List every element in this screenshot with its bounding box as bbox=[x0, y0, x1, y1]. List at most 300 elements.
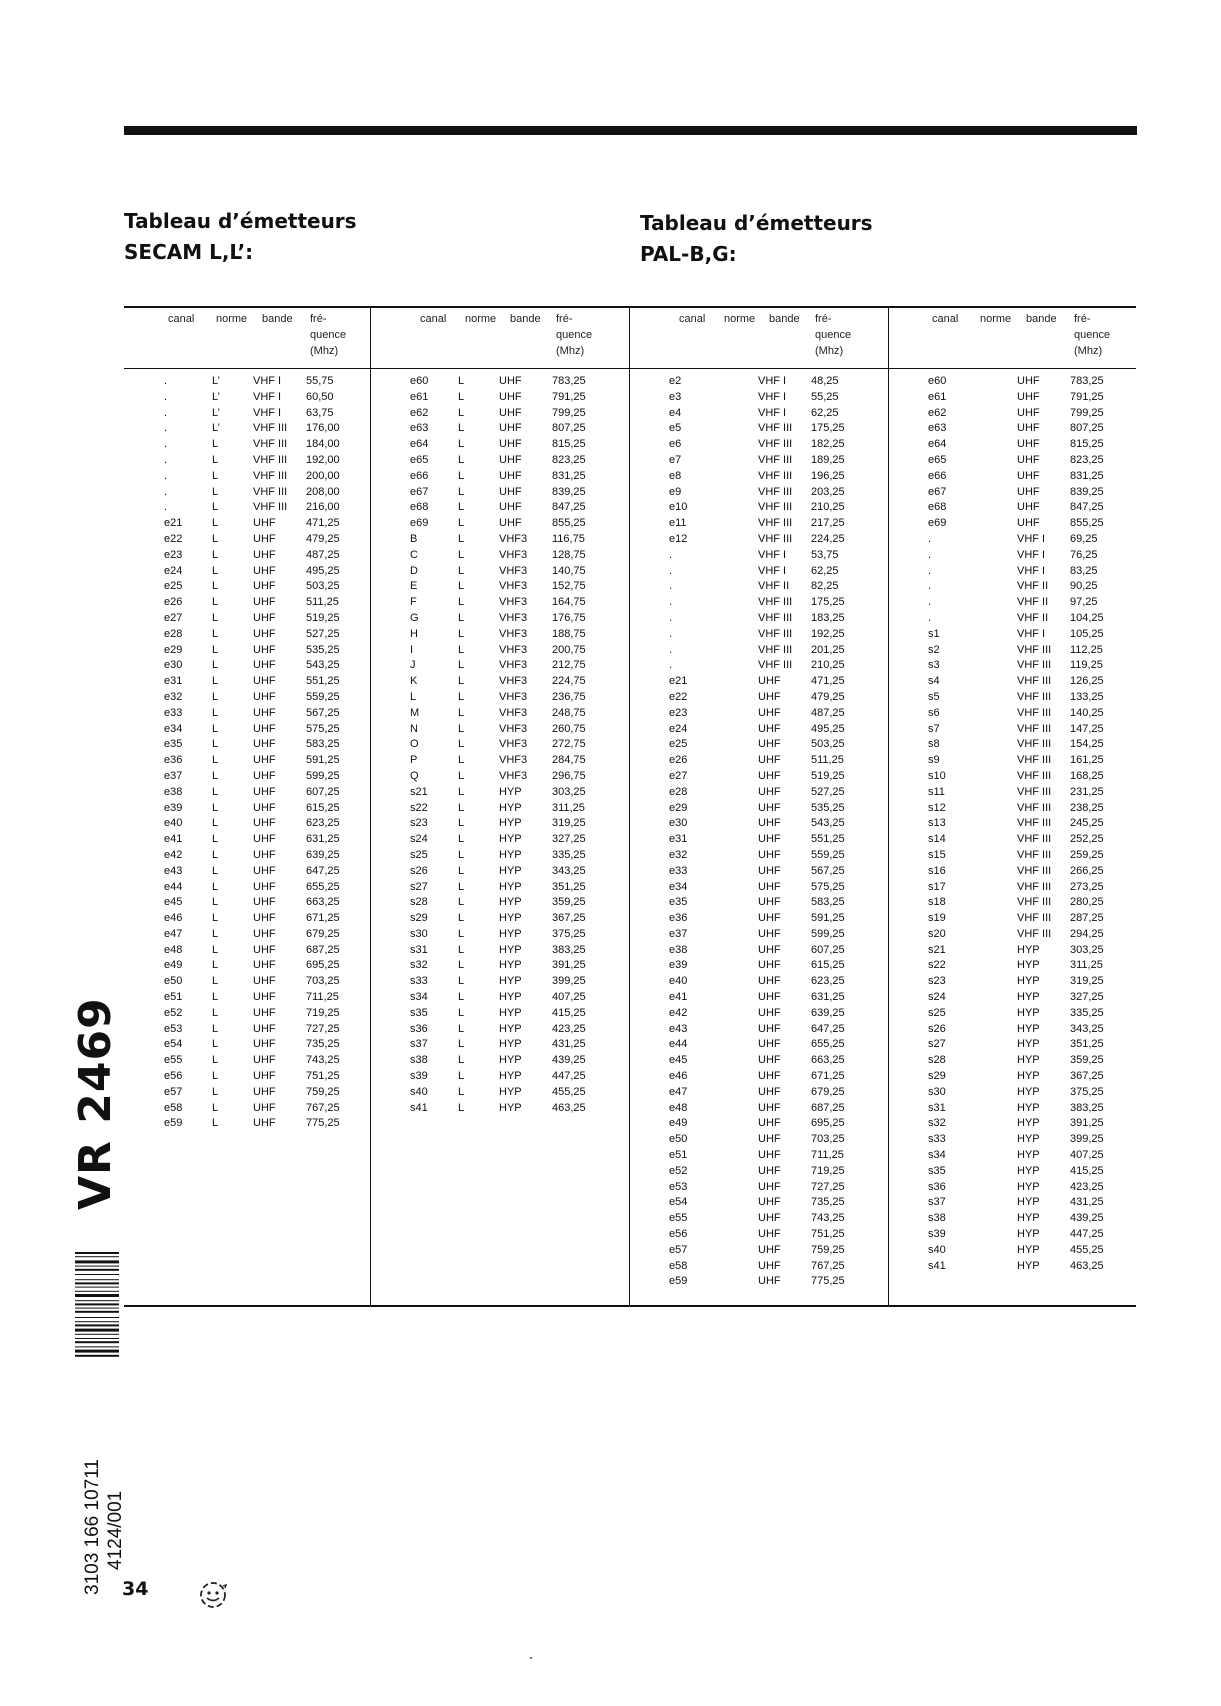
cell-frequence: 471,25 bbox=[306, 517, 340, 530]
table-row bbox=[370, 1101, 629, 1117]
cell-bande: HYP bbox=[1017, 1149, 1040, 1162]
cell-frequence: 184,00 bbox=[306, 438, 340, 451]
cell-norme: L’ bbox=[212, 422, 220, 435]
table-row bbox=[370, 627, 629, 643]
cell-bande: UHF bbox=[253, 943, 276, 956]
cell-bande: HYP bbox=[499, 817, 522, 830]
cell-frequence: 503,25 bbox=[306, 580, 340, 593]
cell-canal: e30 bbox=[164, 659, 183, 672]
cell-bande: VHF III bbox=[1017, 848, 1052, 861]
table-row bbox=[888, 911, 1136, 927]
cell-frequence: 839,25 bbox=[1070, 485, 1104, 498]
cell-bande: HYP bbox=[499, 801, 522, 814]
cell-canal: s13 bbox=[928, 817, 946, 830]
cell-norme: L bbox=[212, 453, 219, 466]
cell-bande: UHF bbox=[758, 1228, 781, 1241]
table-row bbox=[370, 974, 629, 990]
table-row bbox=[124, 500, 370, 516]
table-row bbox=[888, 864, 1136, 880]
cell-bande: HYP bbox=[499, 1038, 522, 1051]
cell-frequence: 695,25 bbox=[306, 959, 340, 972]
cell-frequence: 259,25 bbox=[1070, 848, 1104, 861]
cell-bande: UHF bbox=[758, 848, 781, 861]
cell-canal: P bbox=[410, 754, 418, 767]
secam-title bbox=[124, 206, 357, 268]
cell-bande: VHF I bbox=[253, 375, 282, 387]
cell-frequence: 799,25 bbox=[1070, 406, 1104, 419]
table-row bbox=[629, 453, 888, 469]
cell-frequence: 591,25 bbox=[306, 754, 340, 767]
table-row bbox=[888, 943, 1136, 959]
cell-canal: e50 bbox=[669, 1133, 688, 1146]
cell-canal: s25 bbox=[410, 848, 428, 861]
cell-norme: L bbox=[212, 627, 219, 640]
cell-frequence: 847,25 bbox=[1070, 501, 1104, 514]
cell-canal: e68 bbox=[928, 501, 947, 514]
table-row bbox=[370, 753, 629, 769]
cell-canal: s15 bbox=[928, 848, 946, 861]
cell-bande: HYP bbox=[1017, 1070, 1040, 1083]
cell-norme: L bbox=[458, 485, 465, 498]
cell-frequence: 583,25 bbox=[306, 738, 340, 751]
table-row bbox=[370, 611, 629, 627]
cell-frequence: 216,00 bbox=[306, 501, 340, 514]
cell-bande: UHF bbox=[253, 706, 276, 719]
cell-bande: UHF bbox=[499, 390, 522, 403]
cell-canal: e62 bbox=[928, 406, 947, 419]
cell-bande: UHF bbox=[1017, 501, 1040, 514]
cell-frequence: 727,25 bbox=[811, 1180, 845, 1193]
cell-norme: L bbox=[458, 833, 465, 846]
cell-bande: UHF bbox=[499, 438, 522, 451]
cell-canal: e41 bbox=[669, 991, 688, 1004]
cell-bande: UHF bbox=[253, 1038, 276, 1051]
cell-frequence: 161,25 bbox=[1070, 754, 1104, 767]
cell-bande: UHF bbox=[1017, 375, 1040, 387]
table-row bbox=[370, 674, 629, 690]
cell-canal: e33 bbox=[669, 864, 688, 877]
cell-norme: L bbox=[212, 896, 219, 909]
cell-canal: e31 bbox=[669, 833, 688, 846]
table-row bbox=[124, 390, 370, 406]
table-row bbox=[629, 911, 888, 927]
cell-bande: UHF bbox=[1017, 485, 1040, 498]
table-row bbox=[370, 785, 629, 801]
cell-frequence: 296,75 bbox=[552, 769, 586, 782]
table-row bbox=[888, 1101, 1136, 1117]
cell-bande: UHF bbox=[758, 1085, 781, 1098]
table-row bbox=[888, 500, 1136, 516]
cell-frequence: 212,75 bbox=[552, 659, 586, 672]
cell-canal: s25 bbox=[928, 1006, 946, 1019]
cell-bande: UHF bbox=[499, 485, 522, 498]
cell-canal: s11 bbox=[928, 785, 945, 798]
cell-canal: e43 bbox=[164, 864, 183, 877]
cell-canal: s38 bbox=[410, 1054, 428, 1067]
cell-frequence: 152,75 bbox=[552, 580, 586, 593]
cell-canal: e36 bbox=[669, 912, 688, 925]
table-row bbox=[888, 516, 1136, 532]
cell-canal: e51 bbox=[669, 1149, 688, 1162]
cell-frequence: 719,25 bbox=[306, 1006, 340, 1019]
cell-canal: e50 bbox=[164, 975, 183, 988]
cell-norme: L bbox=[212, 848, 219, 861]
cell-frequence: 847,25 bbox=[552, 501, 586, 514]
table-row bbox=[629, 690, 888, 706]
cell-frequence: 62,25 bbox=[811, 564, 839, 577]
cell-norme: L bbox=[212, 580, 219, 593]
cell-canal: s29 bbox=[928, 1070, 946, 1083]
cell-bande: VHF3 bbox=[499, 643, 528, 656]
cell-norme: L bbox=[458, 469, 465, 482]
header-frequence: quence bbox=[1074, 329, 1111, 341]
cell-frequence: 671,25 bbox=[306, 912, 340, 925]
cell-frequence: 287,25 bbox=[1070, 912, 1104, 925]
cell-frequence: 335,25 bbox=[552, 848, 586, 861]
cell-bande: HYP bbox=[1017, 1259, 1040, 1272]
table-row bbox=[370, 595, 629, 611]
cell-canal: e38 bbox=[669, 943, 688, 956]
cell-frequence: 607,25 bbox=[306, 785, 340, 798]
cell-frequence: 133,25 bbox=[1070, 690, 1104, 703]
table-row bbox=[888, 1053, 1136, 1069]
cell-frequence: 164,75 bbox=[552, 596, 586, 609]
table-row bbox=[124, 1037, 370, 1053]
table-row bbox=[370, 437, 629, 453]
cell-frequence: 559,25 bbox=[306, 690, 340, 703]
cell-canal: s37 bbox=[928, 1196, 946, 1209]
cell-bande: UHF bbox=[253, 580, 276, 593]
cell-frequence: 359,25 bbox=[552, 896, 586, 909]
cell-canal: s12 bbox=[928, 801, 946, 814]
cell-canal: s22 bbox=[928, 959, 946, 972]
cell-bande: VHF III bbox=[758, 485, 793, 498]
cell-norme: L bbox=[458, 754, 465, 767]
table-row bbox=[888, 1180, 1136, 1196]
cell-bande: UHF bbox=[758, 706, 781, 719]
cell-frequence: 751,25 bbox=[811, 1228, 845, 1241]
cell-frequence: 236,75 bbox=[552, 690, 586, 703]
cell-frequence: 168,25 bbox=[1070, 769, 1104, 782]
cell-frequence: 192,25 bbox=[811, 627, 845, 640]
cell-frequence: 455,25 bbox=[552, 1085, 586, 1098]
cell-frequence: 495,25 bbox=[811, 722, 845, 735]
cell-frequence: 60,50 bbox=[306, 390, 334, 403]
cell-frequence: 631,25 bbox=[306, 833, 340, 846]
table-row bbox=[888, 437, 1136, 453]
cell-bande: UHF bbox=[758, 1022, 781, 1035]
cell-frequence: 140,75 bbox=[552, 564, 586, 577]
cell-canal: . bbox=[669, 564, 673, 577]
cell-bande: UHF bbox=[758, 801, 781, 814]
table-row bbox=[370, 706, 629, 722]
cell-frequence: 607,25 bbox=[811, 943, 845, 956]
cell-bande: UHF bbox=[253, 659, 276, 672]
table-row bbox=[370, 500, 629, 516]
table-row bbox=[888, 753, 1136, 769]
cell-canal: e28 bbox=[669, 785, 688, 798]
cell-canal: E bbox=[410, 580, 418, 593]
cell-frequence: 855,25 bbox=[1070, 517, 1104, 530]
cell-frequence: 439,25 bbox=[1070, 1212, 1104, 1225]
cell-frequence: 192,00 bbox=[306, 453, 340, 466]
cell-bande: VHF I bbox=[253, 390, 282, 403]
cell-frequence: 303,25 bbox=[552, 785, 586, 798]
cell-bande: UHF bbox=[253, 738, 276, 751]
cell-canal: e32 bbox=[669, 848, 688, 861]
cell-norme: L bbox=[458, 532, 465, 545]
cell-frequence: 567,25 bbox=[811, 864, 845, 877]
cell-bande: VHF III bbox=[1017, 864, 1052, 877]
cell-canal: s39 bbox=[410, 1070, 428, 1083]
table-row bbox=[888, 548, 1136, 564]
cell-frequence: 116,75 bbox=[552, 532, 585, 545]
cell-canal: . bbox=[164, 469, 168, 482]
cell-bande: VHF III bbox=[758, 643, 793, 656]
cell-frequence: 55,25 bbox=[811, 390, 839, 403]
cell-norme: L’ bbox=[212, 406, 220, 419]
table-row bbox=[888, 627, 1136, 643]
cell-frequence: 807,25 bbox=[552, 422, 586, 435]
cell-bande: UHF bbox=[253, 1022, 276, 1035]
cell-frequence: 175,25 bbox=[811, 596, 845, 609]
table-row bbox=[370, 374, 629, 390]
cell-canal: e49 bbox=[164, 959, 183, 972]
cell-bande: VHF III bbox=[758, 611, 793, 624]
cell-canal: D bbox=[410, 564, 418, 577]
table-row bbox=[629, 722, 888, 738]
table-row bbox=[888, 1037, 1136, 1053]
cell-frequence: 183,25 bbox=[811, 611, 845, 624]
table-row bbox=[629, 1195, 888, 1211]
cell-canal: e5 bbox=[669, 422, 682, 435]
table-row bbox=[629, 1101, 888, 1117]
cell-canal: e34 bbox=[669, 880, 688, 893]
cell-canal: s27 bbox=[928, 1038, 946, 1051]
cell-frequence: 695,25 bbox=[811, 1117, 845, 1130]
cell-frequence: 201,25 bbox=[811, 643, 845, 656]
cell-bande: UHF bbox=[758, 896, 781, 909]
cell-bande: VHF III bbox=[1017, 927, 1052, 940]
table-row bbox=[124, 564, 370, 580]
cell-bande: HYP bbox=[1017, 1180, 1040, 1193]
cell-bande: UHF bbox=[253, 912, 276, 925]
cell-frequence: 551,25 bbox=[811, 833, 845, 846]
cell-canal: e69 bbox=[410, 517, 429, 530]
table-row bbox=[629, 564, 888, 580]
cell-bande: UHF bbox=[253, 1101, 276, 1114]
cell-frequence: 439,25 bbox=[552, 1054, 586, 1067]
cell-canal: e32 bbox=[164, 690, 183, 703]
cell-bande: VHF III bbox=[1017, 754, 1052, 767]
cell-norme: L bbox=[458, 801, 465, 814]
cell-frequence: 511,25 bbox=[306, 596, 339, 609]
cell-norme: L bbox=[458, 643, 465, 656]
table-row bbox=[629, 611, 888, 627]
cell-bande: HYP bbox=[1017, 1022, 1040, 1035]
table-row bbox=[629, 532, 888, 548]
secam-panel-1 bbox=[124, 306, 370, 1307]
cell-canal: J bbox=[410, 659, 416, 672]
table-row bbox=[370, 643, 629, 659]
cell-frequence: 543,25 bbox=[306, 659, 340, 672]
cell-frequence: 495,25 bbox=[306, 564, 340, 577]
cell-canal: e56 bbox=[164, 1070, 183, 1083]
cell-bande: UHF bbox=[758, 1006, 781, 1019]
table-row bbox=[370, 485, 629, 501]
cell-bande: HYP bbox=[1017, 991, 1040, 1004]
table-row bbox=[124, 453, 370, 469]
cell-bande: VHF3 bbox=[499, 580, 528, 593]
table-row bbox=[370, 769, 629, 785]
cell-frequence: 375,25 bbox=[552, 927, 586, 940]
cell-canal: e22 bbox=[164, 532, 183, 545]
cell-bande: HYP bbox=[499, 991, 522, 1004]
table-row bbox=[888, 880, 1136, 896]
cell-norme: L bbox=[212, 738, 219, 751]
cell-canal: e46 bbox=[669, 1070, 688, 1083]
cell-norme: L bbox=[458, 1038, 465, 1051]
cell-canal: s36 bbox=[928, 1180, 946, 1193]
cell-frequence: 423,25 bbox=[552, 1022, 586, 1035]
cell-canal: e64 bbox=[410, 438, 429, 451]
cell-frequence: 615,25 bbox=[306, 801, 340, 814]
cell-frequence: 284,75 bbox=[552, 754, 586, 767]
cell-norme: L bbox=[212, 927, 219, 940]
cell-canal: e11 bbox=[669, 517, 687, 530]
header-frequence: fré- bbox=[310, 313, 327, 325]
cell-frequence: 294,25 bbox=[1070, 927, 1104, 940]
cell-canal: e12 bbox=[669, 532, 688, 545]
cell-frequence: 375,25 bbox=[1070, 1085, 1104, 1098]
cell-canal: e7 bbox=[669, 453, 682, 466]
cell-canal: s28 bbox=[928, 1054, 946, 1067]
cell-bande: HYP bbox=[1017, 1038, 1040, 1051]
cell-canal: . bbox=[669, 659, 673, 672]
cell-canal: s29 bbox=[410, 912, 428, 925]
cell-norme: L bbox=[458, 785, 465, 798]
cell-norme: L bbox=[212, 880, 219, 893]
cell-bande: HYP bbox=[499, 1101, 522, 1114]
cell-bande: HYP bbox=[499, 864, 522, 877]
cell-bande: UHF bbox=[253, 959, 276, 972]
cell-norme: L bbox=[458, 706, 465, 719]
cell-canal: e44 bbox=[669, 1038, 688, 1051]
cell-bande: UHF bbox=[253, 532, 276, 545]
cell-frequence: 176,00 bbox=[306, 422, 340, 435]
cell-canal: . bbox=[164, 390, 168, 403]
cell-bande: VHF III bbox=[1017, 643, 1052, 656]
cell-norme: L bbox=[212, 833, 219, 846]
table-row bbox=[629, 974, 888, 990]
cell-canal: s40 bbox=[928, 1243, 946, 1256]
table-row bbox=[888, 1259, 1136, 1275]
cell-canal: s32 bbox=[928, 1117, 946, 1130]
cell-bande: UHF bbox=[758, 1117, 781, 1130]
cell-frequence: 591,25 bbox=[811, 912, 845, 925]
cell-norme: L bbox=[212, 643, 219, 656]
cell-bande: UHF bbox=[253, 817, 276, 830]
cell-canal: e54 bbox=[164, 1038, 183, 1051]
table-row bbox=[629, 895, 888, 911]
table-row bbox=[370, 848, 629, 864]
cell-canal: s1 bbox=[928, 627, 940, 640]
cell-bande: UHF bbox=[253, 927, 276, 940]
cell-frequence: 327,25 bbox=[552, 833, 586, 846]
table-row bbox=[629, 374, 888, 390]
table-row bbox=[629, 421, 888, 437]
cell-norme: L bbox=[458, 438, 465, 451]
cell-canal: M bbox=[410, 706, 420, 719]
cell-frequence: 639,25 bbox=[306, 848, 340, 861]
cell-canal: s24 bbox=[410, 833, 428, 846]
cell-norme: L bbox=[212, 769, 219, 782]
cell-frequence: 559,25 bbox=[811, 848, 845, 861]
cell-canal: e4 bbox=[669, 406, 682, 419]
cell-frequence: 655,25 bbox=[811, 1038, 845, 1051]
table-row bbox=[370, 1037, 629, 1053]
cell-frequence: 69,25 bbox=[1070, 532, 1098, 545]
cell-frequence: 831,25 bbox=[1070, 469, 1104, 482]
cell-bande: HYP bbox=[499, 880, 522, 893]
table-row bbox=[124, 848, 370, 864]
table-row bbox=[124, 990, 370, 1006]
cell-frequence: 551,25 bbox=[306, 675, 340, 688]
cell-frequence: 527,25 bbox=[306, 627, 340, 640]
cell-frequence: 759,25 bbox=[811, 1243, 845, 1256]
cell-canal: s26 bbox=[410, 864, 428, 877]
cell-norme: L bbox=[212, 817, 219, 830]
cell-norme: L bbox=[458, 548, 465, 561]
cell-bande: UHF bbox=[253, 1070, 276, 1083]
header-frequence: fré- bbox=[556, 313, 573, 325]
cell-bande: UHF bbox=[253, 1085, 276, 1098]
cell-norme: L bbox=[458, 912, 465, 925]
cell-frequence: 855,25 bbox=[552, 517, 586, 530]
cell-frequence: 53,75 bbox=[811, 548, 839, 561]
cell-bande: UHF bbox=[1017, 390, 1040, 403]
cell-bande: UHF bbox=[253, 1117, 276, 1130]
cell-bande: UHF bbox=[758, 817, 781, 830]
cell-canal: . bbox=[669, 596, 673, 609]
cell-bande: UHF bbox=[499, 422, 522, 435]
cell-canal: . bbox=[928, 611, 932, 624]
cell-norme: L’ bbox=[212, 390, 220, 403]
cell-frequence: 367,25 bbox=[552, 912, 586, 925]
cell-bande: UHF bbox=[499, 375, 522, 387]
cell-frequence: 791,25 bbox=[552, 390, 586, 403]
cell-frequence: 224,75 bbox=[552, 675, 586, 688]
cell-frequence: 147,25 bbox=[1070, 722, 1104, 735]
cell-frequence: 463,25 bbox=[552, 1101, 586, 1114]
header-norme: norme bbox=[465, 313, 497, 325]
cell-frequence: 335,25 bbox=[1070, 1006, 1104, 1019]
cell-norme: L bbox=[458, 659, 465, 672]
table-row bbox=[124, 516, 370, 532]
cell-canal: e44 bbox=[164, 880, 183, 893]
cell-norme: L bbox=[458, 959, 465, 972]
header-frequence-unit: (Mhz) bbox=[1074, 345, 1103, 357]
header-frequence-unit: (Mhz) bbox=[556, 345, 585, 357]
table-row bbox=[888, 469, 1136, 485]
cell-canal: . bbox=[164, 406, 168, 419]
cell-bande: UHF bbox=[253, 643, 276, 656]
cell-frequence: 182,25 bbox=[811, 438, 845, 451]
header-frequence-unit: (Mhz) bbox=[310, 345, 339, 357]
table-row bbox=[124, 1053, 370, 1069]
cell-bande: VHF I bbox=[1017, 627, 1046, 640]
cell-canal: s21 bbox=[928, 943, 946, 956]
